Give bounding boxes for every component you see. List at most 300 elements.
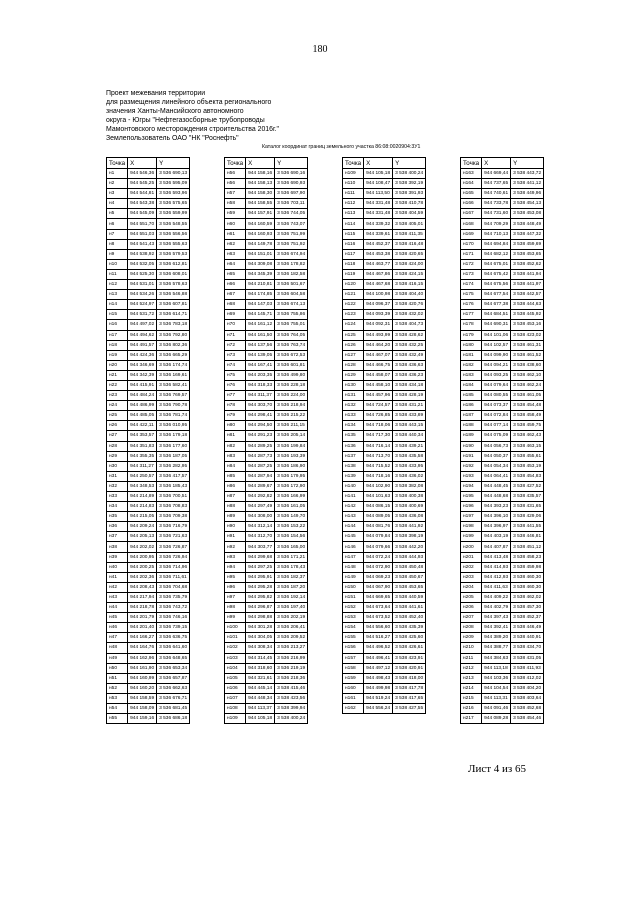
x-value: 944 208,43 bbox=[128, 582, 157, 592]
y-value: 3 536 690,13 bbox=[157, 169, 190, 179]
y-value: 3 536 714,96 bbox=[157, 562, 190, 572]
y-value: 3 538 404,20 bbox=[511, 683, 544, 693]
table-row bbox=[225, 663, 308, 673]
x-value: 944 534,26 bbox=[128, 290, 157, 300]
point-id: н205 bbox=[461, 592, 482, 602]
y-value: 3 536 165,00 bbox=[275, 542, 308, 552]
table-row bbox=[343, 451, 426, 461]
point-id: н58 bbox=[225, 199, 246, 209]
header-line: для размещения линейного объекта регионального bbox=[106, 99, 272, 107]
table-row bbox=[107, 471, 190, 481]
point-id: н187 bbox=[461, 411, 482, 421]
point-id: н176 bbox=[461, 300, 482, 310]
point-id: н35 bbox=[107, 512, 128, 522]
point-id: н48 bbox=[107, 643, 128, 653]
table-row bbox=[343, 461, 426, 471]
point-id: н66 bbox=[225, 280, 246, 290]
point-id: н77 bbox=[225, 391, 246, 401]
table-row bbox=[225, 391, 308, 401]
table-row bbox=[107, 613, 190, 623]
table-row bbox=[461, 431, 544, 441]
point-id: н206 bbox=[461, 603, 482, 613]
x-value: 944 675,01 bbox=[482, 259, 511, 269]
y-value: 3 538 453,16 bbox=[511, 320, 544, 330]
point-id: н96 bbox=[225, 582, 246, 592]
point-id: н45 bbox=[107, 613, 128, 623]
y-value: 3 536 215,22 bbox=[275, 411, 308, 421]
y-value: 3 538 433,89 bbox=[393, 411, 426, 421]
point-id: н8 bbox=[107, 239, 128, 249]
y-value: 3 536 657,87 bbox=[157, 673, 190, 683]
table-row bbox=[461, 663, 544, 673]
y-value: 3 538 433,95 bbox=[393, 461, 426, 471]
x-value: 944 113,37 bbox=[246, 703, 275, 713]
y-value: 3 536 716,79 bbox=[157, 522, 190, 532]
y-value: 3 538 431,05 bbox=[511, 653, 544, 663]
y-value: 3 536 593,96 bbox=[157, 189, 190, 199]
point-id: н118 bbox=[343, 259, 364, 269]
x-value: 944 726,85 bbox=[364, 411, 393, 421]
x-value: 944 200,95 bbox=[128, 552, 157, 562]
x-value: 944 297,25 bbox=[246, 562, 275, 572]
table-row bbox=[107, 391, 190, 401]
point-id: н51 bbox=[107, 673, 128, 683]
y-value: 3 538 459,69 bbox=[511, 239, 544, 249]
x-value: 944 412,93 bbox=[482, 572, 511, 582]
point-id: н76 bbox=[225, 380, 246, 390]
table-row bbox=[107, 522, 190, 532]
point-id: н199 bbox=[461, 532, 482, 542]
y-value: 3 536 282,95 bbox=[157, 461, 190, 471]
y-value: 3 536 578,63 bbox=[157, 280, 190, 290]
table-row bbox=[225, 522, 308, 532]
x-value: 944 448,68 bbox=[482, 492, 511, 502]
point-id: н115 bbox=[343, 229, 364, 239]
x-value: 944 102,90 bbox=[364, 481, 393, 491]
point-id: н46 bbox=[107, 623, 128, 633]
table-row bbox=[343, 340, 426, 350]
table-row bbox=[225, 562, 308, 572]
point-id: н91 bbox=[225, 532, 246, 542]
point-id: н90 bbox=[225, 522, 246, 532]
point-id: н189 bbox=[461, 431, 482, 441]
y-value: 3 538 440,34 bbox=[393, 431, 426, 441]
y-value: 3 538 444,63 bbox=[511, 300, 544, 310]
point-id: н63 bbox=[225, 249, 246, 259]
x-value: 944 464,20 bbox=[364, 340, 393, 350]
table-row bbox=[343, 370, 426, 380]
y-value: 3 536 219,19 bbox=[275, 663, 308, 673]
point-id: н88 bbox=[225, 502, 246, 512]
point-id: н44 bbox=[107, 603, 128, 613]
y-value: 3 538 436,02 bbox=[393, 471, 426, 481]
y-value: 3 536 662,63 bbox=[157, 683, 190, 693]
table-row bbox=[225, 623, 308, 633]
x-value: 944 467,68 bbox=[364, 280, 393, 290]
x-value: 944 202,36 bbox=[128, 572, 157, 582]
table-row bbox=[107, 189, 190, 199]
y-value: 3 538 441,55 bbox=[511, 522, 544, 532]
point-id: н101 bbox=[225, 633, 246, 643]
table-row bbox=[225, 229, 308, 239]
table-row bbox=[461, 169, 544, 179]
x-value: 944 556,24 bbox=[364, 703, 393, 713]
point-id: н130 bbox=[343, 380, 364, 390]
x-value: 944 677,38 bbox=[482, 300, 511, 310]
table-row bbox=[107, 492, 190, 502]
x-value: 944 162,96 bbox=[128, 653, 157, 663]
point-id: н28 bbox=[107, 441, 128, 451]
point-id: н204 bbox=[461, 582, 482, 592]
y-value: 3 538 423,02 bbox=[511, 330, 544, 340]
table-row bbox=[107, 209, 190, 219]
table-row bbox=[225, 461, 308, 471]
x-value: 944 105,18 bbox=[364, 169, 393, 179]
table-row bbox=[225, 280, 308, 290]
header-point: Точка bbox=[343, 158, 364, 169]
x-value: 944 094,21 bbox=[482, 360, 511, 370]
y-value: 3 538 450,67 bbox=[393, 572, 426, 582]
coordinate-table bbox=[224, 157, 308, 724]
x-value: 944 724,57 bbox=[364, 401, 393, 411]
x-value: 944 486,99 bbox=[128, 401, 157, 411]
x-value: 944 466,75 bbox=[364, 360, 393, 370]
table-row bbox=[107, 481, 190, 491]
page-number: 180 bbox=[312, 44, 328, 55]
x-value: 944 103,36 bbox=[482, 673, 511, 683]
y-value: 3 536 711,61 bbox=[157, 572, 190, 582]
y-value: 3 536 010,95 bbox=[157, 421, 190, 431]
table-row bbox=[461, 481, 544, 491]
table-row bbox=[107, 683, 190, 693]
point-id: н19 bbox=[107, 350, 128, 360]
x-value: 944 713,70 bbox=[364, 451, 393, 461]
x-value: 944 496,52 bbox=[364, 643, 393, 653]
point-id: н42 bbox=[107, 582, 128, 592]
table-row bbox=[343, 269, 426, 279]
x-value: 944 312,14 bbox=[246, 522, 275, 532]
table-header-row bbox=[225, 158, 308, 169]
table-row bbox=[107, 269, 190, 279]
table-row bbox=[461, 552, 544, 562]
table-row bbox=[225, 552, 308, 562]
point-id: н50 bbox=[107, 663, 128, 673]
y-value: 3 538 454,13 bbox=[511, 199, 544, 209]
point-id: н75 bbox=[225, 370, 246, 380]
table-row bbox=[461, 239, 544, 249]
point-id: н174 bbox=[461, 280, 482, 290]
table-row bbox=[107, 633, 190, 643]
header-x: X bbox=[128, 158, 157, 169]
table-row bbox=[343, 320, 426, 330]
x-value: 944 346,69 bbox=[128, 360, 157, 370]
table-row bbox=[107, 673, 190, 683]
table-row bbox=[343, 259, 426, 269]
x-value: 944 389,20 bbox=[482, 633, 511, 643]
y-value: 3 538 446,49 bbox=[511, 623, 544, 633]
point-id: н125 bbox=[343, 330, 364, 340]
x-value: 944 339,32 bbox=[364, 219, 393, 229]
y-value: 3 538 411,93 bbox=[511, 663, 544, 673]
table-row bbox=[107, 603, 190, 613]
y-value: 3 536 690,16 bbox=[275, 169, 308, 179]
point-id: н85 bbox=[225, 471, 246, 481]
table-row bbox=[107, 290, 190, 300]
point-id: н149 bbox=[343, 572, 364, 582]
table-row bbox=[225, 613, 308, 623]
x-value: 944 113,50 bbox=[364, 189, 393, 199]
header-line: Землепользователь ОАО "НК "Роснефть" bbox=[106, 135, 239, 143]
table-row bbox=[107, 249, 190, 259]
x-value: 944 164,76 bbox=[128, 643, 157, 653]
x-value: 944 516,27 bbox=[364, 633, 393, 643]
x-value: 944 158,13 bbox=[246, 179, 275, 189]
x-value: 944 519,24 bbox=[364, 693, 393, 703]
x-value: 944 202,02 bbox=[128, 542, 157, 552]
y-value: 3 536 709,38 bbox=[157, 512, 190, 522]
y-value: 3 538 420,65 bbox=[393, 249, 426, 259]
point-id: н197 bbox=[461, 512, 482, 522]
y-value: 3 536 614,71 bbox=[157, 310, 190, 320]
point-id: н200 bbox=[461, 542, 482, 552]
point-id: н7 bbox=[107, 229, 128, 239]
point-id: н161 bbox=[343, 693, 364, 703]
x-value: 944 113,31 bbox=[482, 693, 511, 703]
point-id: н40 bbox=[107, 562, 128, 572]
x-value: 944 079,84 bbox=[364, 532, 393, 542]
x-value: 944 718,06 bbox=[364, 421, 393, 431]
y-value: 3 538 436,63 bbox=[393, 360, 426, 370]
y-value: 3 538 426,61 bbox=[393, 643, 426, 653]
x-value: 944 314,45 bbox=[246, 653, 275, 663]
coordinate-table bbox=[342, 157, 426, 714]
y-value: 3 536 213,27 bbox=[275, 643, 308, 653]
table-row bbox=[225, 189, 308, 199]
y-value: 3 538 424,00 bbox=[393, 259, 426, 269]
point-id: н94 bbox=[225, 562, 246, 572]
point-id: н191 bbox=[461, 451, 482, 461]
point-id: н70 bbox=[225, 320, 246, 330]
table-row bbox=[107, 552, 190, 562]
point-id: н34 bbox=[107, 502, 128, 512]
table-row bbox=[461, 320, 544, 330]
header-x: X bbox=[482, 158, 511, 169]
y-value: 3 536 792,80 bbox=[157, 330, 190, 340]
y-value: 3 536 582,41 bbox=[157, 380, 190, 390]
table-row bbox=[107, 693, 190, 703]
x-value: 944 524,97 bbox=[128, 300, 157, 310]
table-row bbox=[107, 370, 190, 380]
table-row bbox=[107, 562, 190, 572]
y-value: 3 538 452,37 bbox=[511, 613, 544, 623]
x-value: 944 718,16 bbox=[364, 471, 393, 481]
y-value: 3 536 641,60 bbox=[157, 643, 190, 653]
point-id: н33 bbox=[107, 492, 128, 502]
project-header bbox=[106, 89, 546, 144]
y-value: 3 536 672,53 bbox=[275, 350, 308, 360]
point-id: н114 bbox=[343, 219, 364, 229]
table-row bbox=[461, 683, 544, 693]
table-row bbox=[225, 492, 308, 502]
point-id: н3 bbox=[107, 189, 128, 199]
y-value: 3 538 461,31 bbox=[511, 340, 544, 350]
y-value: 3 538 443,15 bbox=[393, 421, 426, 431]
table-row bbox=[461, 199, 544, 209]
y-value: 3 536 161,05 bbox=[275, 502, 308, 512]
table-row bbox=[343, 411, 426, 421]
table-header-row bbox=[343, 158, 426, 169]
x-value: 944 445,14 bbox=[246, 683, 275, 693]
x-value: 944 209,24 bbox=[128, 522, 157, 532]
x-value: 944 397,43 bbox=[482, 613, 511, 623]
table-row bbox=[225, 714, 308, 724]
y-value: 3 536 608,01 bbox=[157, 269, 190, 279]
point-id: н69 bbox=[225, 310, 246, 320]
y-value: 3 538 462,10 bbox=[511, 370, 544, 380]
x-value: 944 289,67 bbox=[246, 481, 275, 491]
x-value: 944 556,60 bbox=[364, 623, 393, 633]
point-id: н31 bbox=[107, 471, 128, 481]
y-value: 3 536 501,67 bbox=[275, 280, 308, 290]
x-value: 944 089,28 bbox=[482, 714, 511, 724]
point-id: н61 bbox=[225, 229, 246, 239]
table-row bbox=[107, 300, 190, 310]
y-value: 3 536 686,18 bbox=[157, 714, 190, 724]
y-value: 3 538 436,23 bbox=[393, 370, 426, 380]
x-value: 944 161,12 bbox=[246, 320, 275, 330]
table-row bbox=[461, 370, 544, 380]
x-value: 944 493,99 bbox=[364, 330, 393, 340]
point-id: н105 bbox=[225, 673, 246, 683]
y-value: 3 538 391,93 bbox=[393, 189, 426, 199]
x-value: 944 318,33 bbox=[246, 380, 275, 390]
point-id: н49 bbox=[107, 653, 128, 663]
y-value: 3 536 665,29 bbox=[157, 350, 190, 360]
point-id: н52 bbox=[107, 683, 128, 693]
point-id: н55 bbox=[107, 714, 128, 724]
x-value: 944 160,20 bbox=[128, 683, 157, 693]
x-value: 944 096,37 bbox=[364, 300, 393, 310]
table-row bbox=[461, 269, 544, 279]
y-value: 3 536 790,78 bbox=[157, 401, 190, 411]
y-value: 3 538 436,08 bbox=[393, 512, 426, 522]
table-row bbox=[225, 411, 308, 421]
table-row bbox=[461, 451, 544, 461]
y-value: 3 536 721,63 bbox=[157, 532, 190, 542]
table-row bbox=[343, 441, 426, 451]
table-row bbox=[461, 360, 544, 370]
y-value: 3 536 186,90 bbox=[275, 461, 308, 471]
x-value: 944 210,81 bbox=[246, 280, 275, 290]
point-id: н109 bbox=[343, 169, 364, 179]
x-value: 944 396,97 bbox=[482, 522, 511, 532]
x-value: 944 684,51 bbox=[482, 310, 511, 320]
x-value: 944 072,24 bbox=[364, 552, 393, 562]
y-value: 3 536 499,80 bbox=[275, 370, 308, 380]
point-id: н164 bbox=[461, 179, 482, 189]
x-value: 944 161,90 bbox=[128, 663, 157, 673]
x-value: 944 159,16 bbox=[128, 714, 157, 724]
y-value: 3 538 432,25 bbox=[393, 340, 426, 350]
point-id: н140 bbox=[343, 481, 364, 491]
x-value: 944 411,63 bbox=[482, 582, 511, 592]
y-value: 3 536 197,40 bbox=[275, 603, 308, 613]
point-id: н72 bbox=[225, 340, 246, 350]
table-row bbox=[225, 703, 308, 713]
point-id: н53 bbox=[107, 693, 128, 703]
x-value: 944 289,25 bbox=[246, 441, 275, 451]
y-value: 3 538 444,93 bbox=[393, 552, 426, 562]
table-row bbox=[107, 512, 190, 522]
point-id: н62 bbox=[225, 239, 246, 249]
x-value: 944 677,54 bbox=[482, 290, 511, 300]
y-value: 3 538 449,96 bbox=[511, 189, 544, 199]
table-row bbox=[343, 693, 426, 703]
table-row bbox=[107, 703, 190, 713]
table-row bbox=[225, 582, 308, 592]
coordinate-table bbox=[106, 157, 190, 724]
y-value: 3 538 439,21 bbox=[393, 441, 426, 451]
y-value: 3 538 410,78 bbox=[393, 199, 426, 209]
y-value: 3 536 187,20 bbox=[275, 582, 308, 592]
point-id: н57 bbox=[225, 189, 246, 199]
table-row bbox=[461, 350, 544, 360]
x-value: 944 100,98 bbox=[364, 290, 393, 300]
x-value: 944 077,14 bbox=[482, 421, 511, 431]
y-value: 3 536 154,56 bbox=[275, 532, 308, 542]
point-id: н167 bbox=[461, 209, 482, 219]
table-row bbox=[107, 582, 190, 592]
y-value: 3 536 182,58 bbox=[275, 269, 308, 279]
x-value: 944 294,50 bbox=[246, 421, 275, 431]
table-row bbox=[343, 522, 426, 532]
point-id: н194 bbox=[461, 481, 482, 491]
table-row bbox=[343, 380, 426, 390]
point-id: н160 bbox=[343, 683, 364, 693]
point-id: н213 bbox=[461, 673, 482, 683]
x-value: 944 287,94 bbox=[246, 471, 275, 481]
table-row bbox=[225, 481, 308, 491]
x-value: 944 551,03 bbox=[128, 229, 157, 239]
x-value: 944 073,37 bbox=[482, 401, 511, 411]
point-id: н15 bbox=[107, 310, 128, 320]
table-row bbox=[225, 542, 308, 552]
x-value: 944 541,43 bbox=[128, 239, 157, 249]
point-id: н14 bbox=[107, 300, 128, 310]
x-value: 944 151,01 bbox=[246, 249, 275, 259]
point-id: н54 bbox=[107, 703, 128, 713]
x-value: 944 072,84 bbox=[482, 411, 511, 421]
x-value: 944 104,54 bbox=[482, 683, 511, 693]
x-value: 944 149,78 bbox=[246, 239, 275, 249]
table-row bbox=[343, 471, 426, 481]
point-id: н163 bbox=[461, 169, 482, 179]
y-value: 3 538 392,19 bbox=[393, 179, 426, 189]
table-row bbox=[343, 552, 426, 562]
x-value: 944 457,96 bbox=[364, 391, 393, 401]
table-row bbox=[225, 340, 308, 350]
x-value: 944 717,30 bbox=[364, 431, 393, 441]
x-value: 944 409,22 bbox=[482, 592, 511, 602]
x-value: 944 342,39 bbox=[128, 370, 157, 380]
point-id: н198 bbox=[461, 522, 482, 532]
point-id: н121 bbox=[343, 290, 364, 300]
table-row bbox=[343, 542, 426, 552]
x-value: 944 675,56 bbox=[482, 280, 511, 290]
table-row bbox=[343, 350, 426, 360]
point-id: н104 bbox=[225, 663, 246, 673]
x-value: 944 303,77 bbox=[246, 542, 275, 552]
